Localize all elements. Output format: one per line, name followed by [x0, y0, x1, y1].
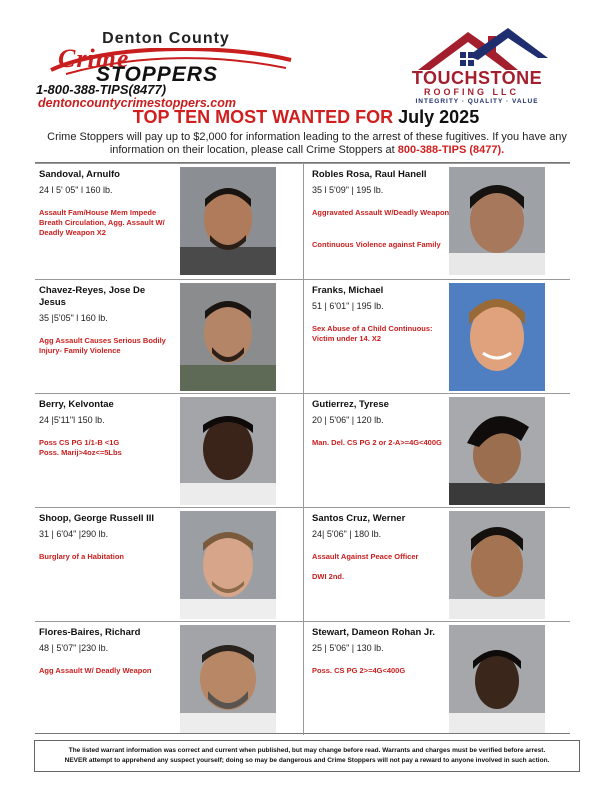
mugshot-photo — [180, 283, 276, 391]
fugitive-name: Berry, Kelvontae — [39, 399, 114, 410]
fugitive-stats: 24| 5'06" | 180 lb. — [312, 529, 382, 539]
mugshot-photo — [449, 397, 545, 505]
mugshot-photo — [449, 283, 545, 391]
fugitive-stats: 31 | 6'04" |290 lb. — [39, 529, 109, 539]
fugitive-name: Flores-Baires, Richard — [39, 627, 141, 638]
fugitive-card — [312, 622, 578, 736]
fugitive-charge: DWI 2nd. — [312, 572, 345, 581]
fugitive-card — [39, 622, 305, 736]
fugitive-name: Sandoval, Arnulfo — [39, 169, 120, 180]
mugshot-photo — [180, 625, 276, 733]
fugitive-charge: Continuous Violence against Family — [312, 240, 441, 249]
fugitive-card — [312, 394, 578, 508]
logo-stoppers-text: STOPPERS — [96, 63, 218, 86]
fugitive-name: Gutierrez, Tyrese — [312, 399, 389, 410]
fugitive-stats: 48 | 5'07" |230 lb. — [39, 643, 109, 653]
intro-text — [34, 131, 580, 157]
fugitive-stats: 35 |5'05" l 160 lb. — [39, 313, 108, 323]
disclaimer-line-2: NEVER attempt to apprehend any suspect yourself; doing so may be dangerous and Crime Stoppers will not pay a reward to anyone involved in such action. — [64, 757, 550, 764]
sponsor-tagline: INTEGRITY · QUALITY · VALUE — [415, 98, 539, 105]
fugitive-card — [39, 280, 305, 394]
fugitive-charge: Sex Abuse of a Child Continuous: Victim under 14. X2 — [312, 324, 433, 343]
intro-body: Crime Stoppers will pay up to $2,000 for information leading to the arrest of these fugitives. If you have any information on their location, please call Crime Stoppers at — [47, 131, 567, 156]
mugshot-photo — [180, 167, 276, 275]
sponsor-sub: ROOFING LLC — [424, 87, 519, 97]
fugitive-row — [35, 621, 570, 735]
fugitive-stats: 25 | 5'06" | 130 lb. — [312, 643, 384, 653]
fugitive-charge: Poss CS PG 1/1-B <1G — [39, 438, 120, 447]
fugitive-charge: Poss. CS PG 2>=4G<400G — [312, 666, 406, 675]
fugitive-stats: 20 | 5'06" | 120 lb. — [312, 415, 384, 425]
fugitive-name: Santos Cruz, Werner — [312, 513, 406, 524]
fugitive-grid — [35, 162, 570, 734]
roof-icon — [398, 26, 548, 72]
fugitive-charge: Agg Assault W/ Deadly Weapon — [39, 666, 152, 675]
fugitive-name: Shoop, George Russell III — [39, 513, 155, 524]
fugitive-name: Stewart, Dameon Rohan Jr. — [312, 627, 436, 638]
mugshot-photo — [449, 511, 545, 619]
disclaimer-box — [34, 740, 580, 772]
fugitive-row — [35, 279, 570, 393]
mugshot-photo — [180, 397, 276, 505]
logo-county-text: Denton County — [102, 30, 230, 47]
fugitive-charge: Agg Assault Causes Serious Bodily Injury- Family Violence — [39, 336, 166, 355]
fugitive-charge: Assault Against Peace Officer — [312, 552, 419, 561]
fugitive-card — [39, 508, 305, 622]
logo-phone: 1-800-388-TIPS(8477) — [36, 82, 167, 97]
intro-phone: 800-388-TIPS (8477). — [397, 144, 505, 156]
fugitive-name: Robles Rosa, Raul Hanell — [312, 169, 427, 180]
fugitive-charge: Aggravated Assault W/Deadly Weapon — [312, 208, 450, 217]
fugitive-row — [35, 163, 570, 279]
fugitive-card — [312, 164, 578, 278]
fugitive-charge: Burglary of a Habitation — [39, 552, 125, 561]
fugitive-name: Chavez-Reyes, Jose De Jesus — [39, 285, 146, 308]
fugitive-row — [35, 507, 570, 621]
fugitive-charge: Assault Fam/House Mem Impede Breath Circulation, Agg. Assault W/ Deadly Weapon X2 — [39, 208, 165, 237]
mugshot-photo — [449, 625, 545, 733]
mugshot-photo — [449, 167, 545, 275]
page-title — [0, 107, 612, 128]
fugitive-row — [35, 393, 570, 507]
title-month: July 2025 — [398, 107, 480, 127]
fugitive-card — [312, 280, 578, 394]
fugitive-stats: 24 |5'11"l 150 lb. — [39, 415, 105, 425]
fugitive-stats: 35 l 5'09" | 195 lb. — [312, 185, 384, 195]
logo-url: dentoncountycrimestoppers.com — [38, 96, 236, 110]
fugitive-card — [312, 508, 578, 622]
fugitive-charge: Man. Del. CS PG 2 or 2-A>=4G<400G — [312, 438, 442, 447]
fugitive-stats: 51 | 6'01" | 195 lb. — [312, 301, 384, 311]
title-main: TOP TEN MOST WANTED FOR — [132, 107, 394, 127]
fugitive-name: Franks, Michael — [312, 285, 384, 296]
disclaimer-line-1: The listed warrant information was correct and current when published, but may change before read. Warrants and charges must be verified before arrest. — [68, 747, 546, 754]
fugitive-charge: Poss. Marij>4oz<=5Lbs — [39, 448, 122, 457]
fugitive-card — [39, 164, 305, 278]
sponsor-name: TOUCHSTONE — [411, 68, 543, 88]
crime-stoppers-logo — [36, 30, 286, 110]
sponsor-logo — [384, 26, 570, 106]
fugitive-card — [39, 394, 305, 508]
logo-crime-text: Crime — [58, 44, 130, 73]
fugitive-stats: 24 l 5' 05" l 160 lb. — [39, 185, 113, 195]
mugshot-photo — [180, 511, 276, 619]
